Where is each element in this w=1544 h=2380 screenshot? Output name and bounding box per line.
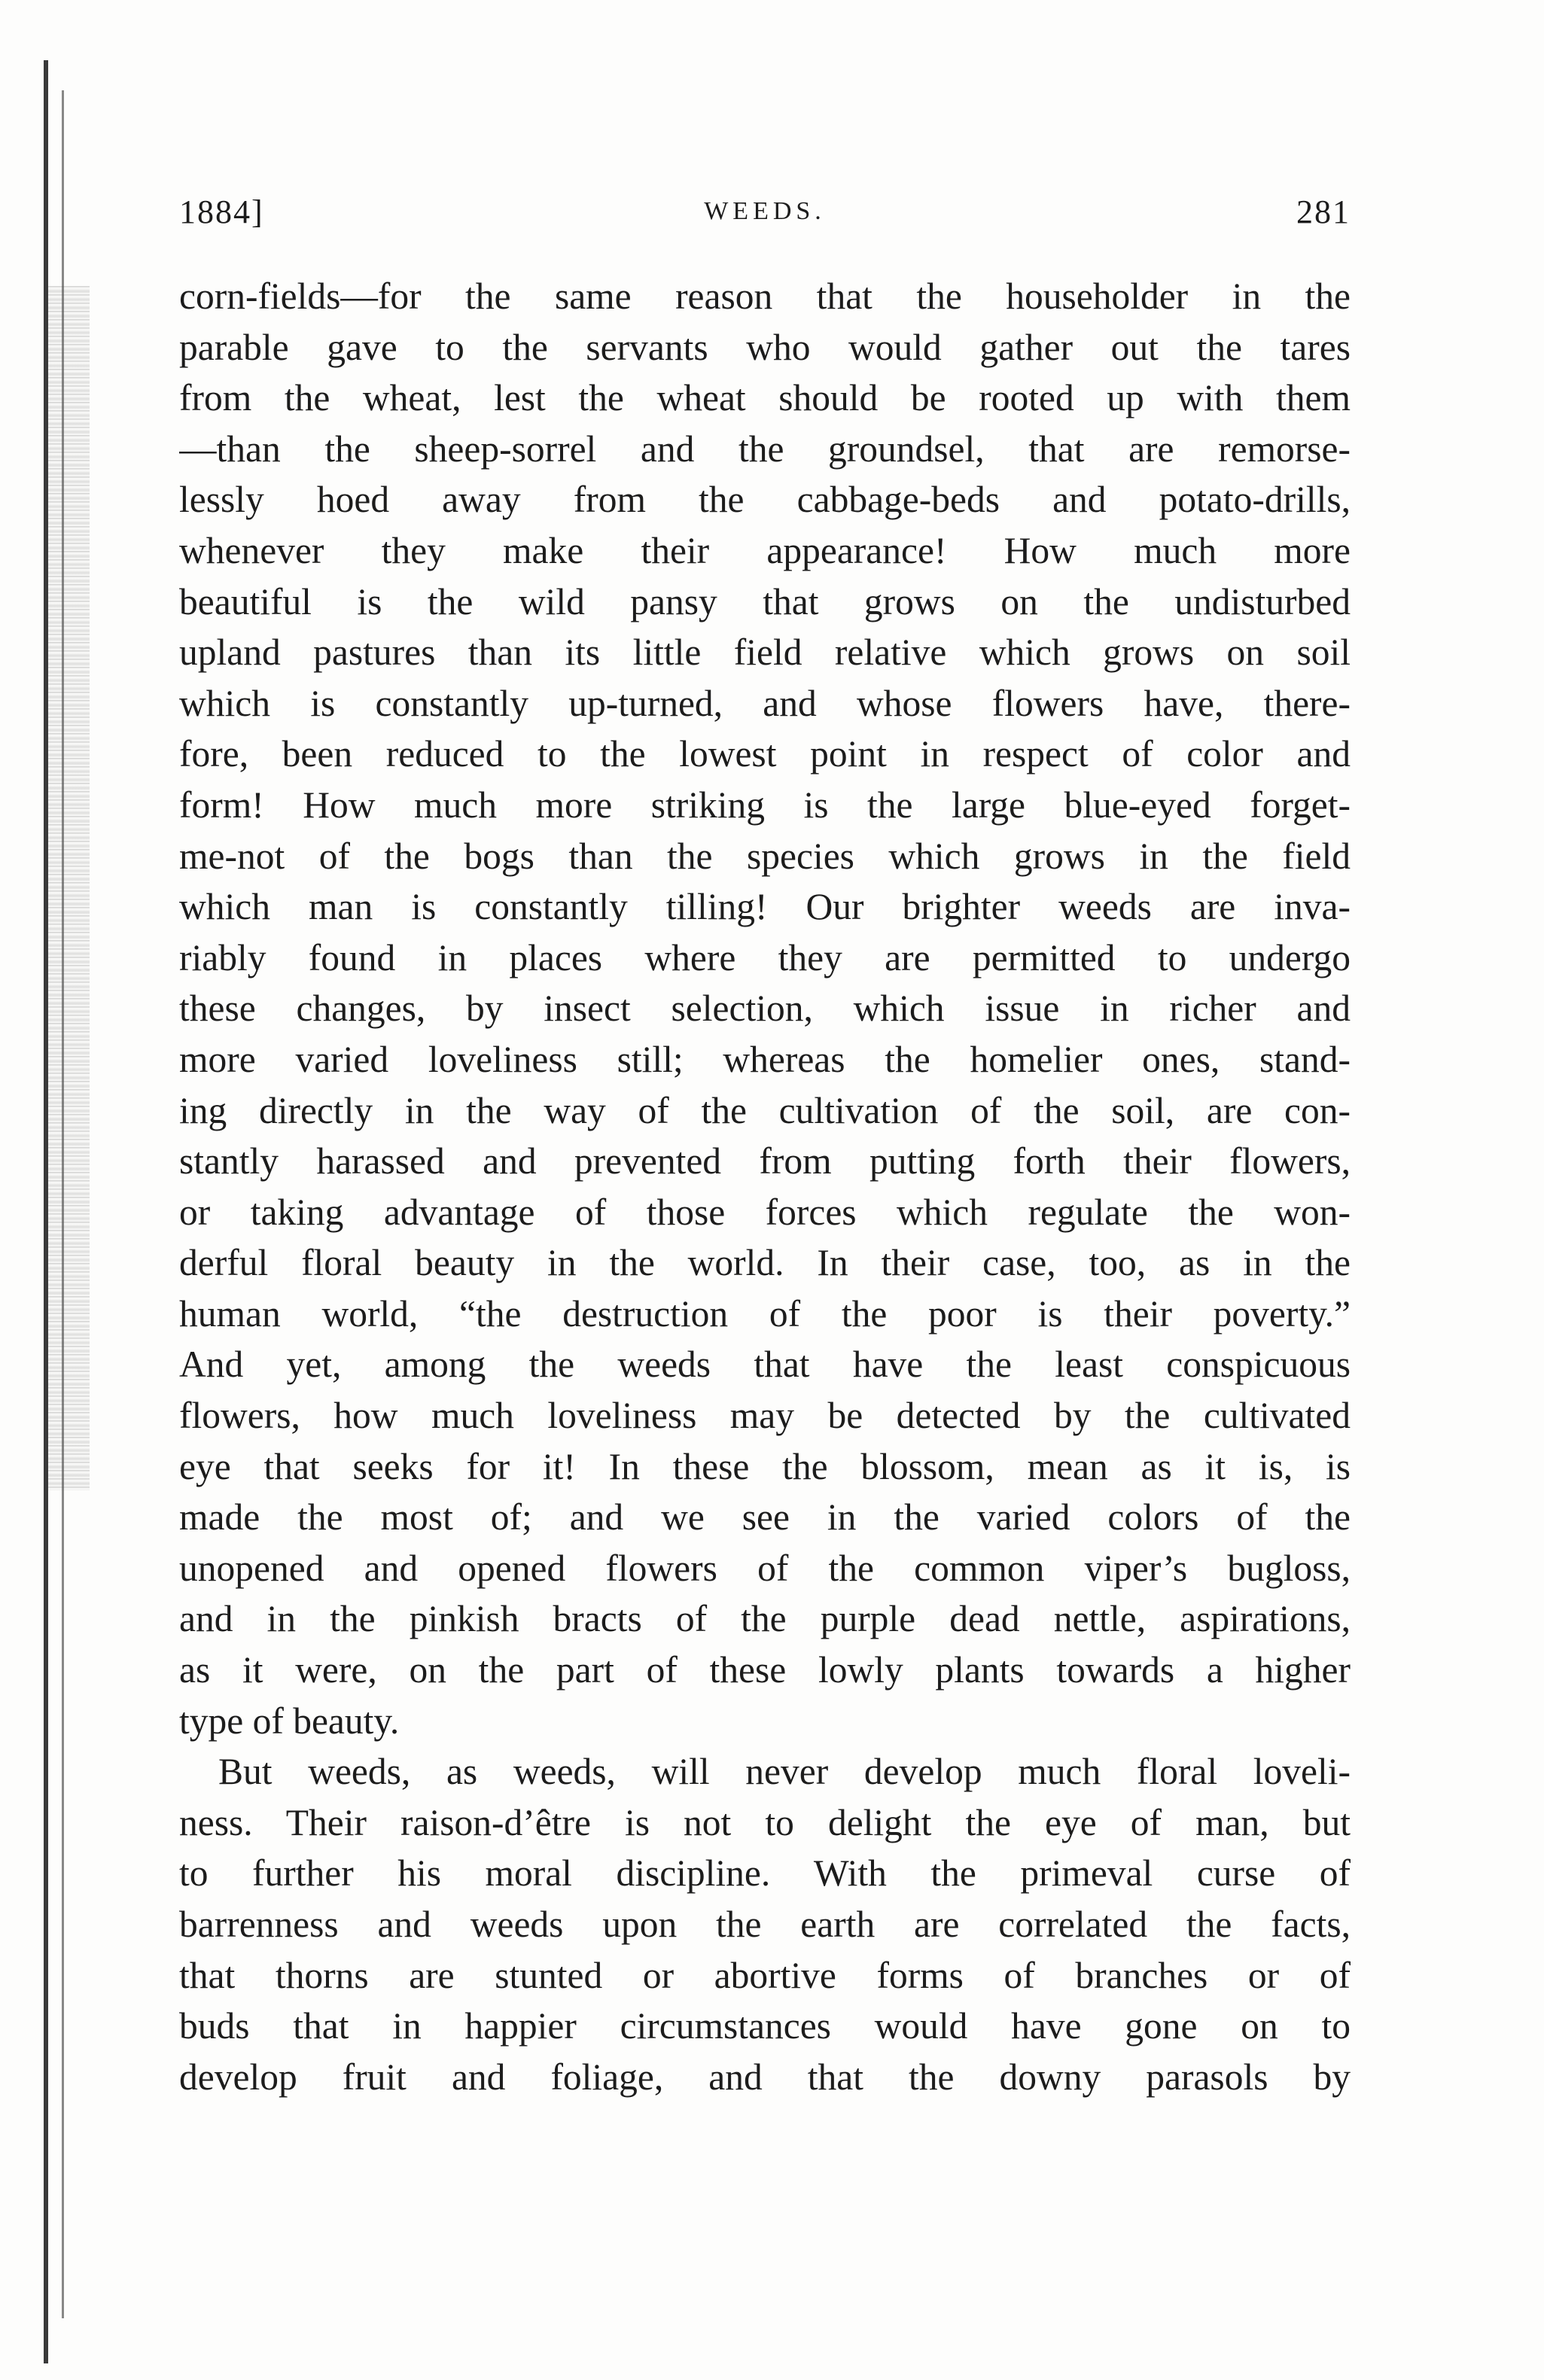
gutter-scan-noise [48, 286, 90, 1490]
text-line: corn-fields—for the same reason that the householder in the [179, 275, 1351, 317]
text-line: that thorns are stunted or abortive forms of branches or of [179, 1954, 1351, 1996]
text-line: me-not of the bogs than the species which grows in the field [179, 835, 1351, 877]
text-line: ness. Their raison-d’être is not to delight the eye of man, but [179, 1801, 1351, 1843]
text-line: as it were, on the part of these lowly plants towards a higher [179, 1649, 1351, 1691]
text-line: lessly hoed away from the cabbage-beds and potato-drills, [179, 479, 1351, 521]
text-line: parable gave to the servants who would gather out the tares [179, 326, 1351, 368]
text-line: fore, been reduced to the lowest point in respect of color and [179, 733, 1351, 775]
text-line: or taking advantage of those forces which regulate the won- [179, 1191, 1351, 1233]
text-line: stantly harassed and prevented from putting forth their flowers, [179, 1140, 1351, 1182]
text-line: riably found in places where they are permitted to undergo [179, 936, 1351, 978]
text-line: flowers, how much loveliness may be detected by the cultivated [179, 1395, 1351, 1437]
text-line: from the wheat, lest the wheat should be rooted up with them [179, 377, 1351, 419]
text-line: And yet, among the weeds that have the least conspicuous [179, 1344, 1351, 1386]
text-line: and in the pinkish bracts of the purple dead nettle, aspirations, [179, 1598, 1351, 1640]
text-line: barrenness and weeds upon the earth are correlated the facts, [179, 1904, 1351, 1945]
text-line: these changes, by insect selection, which issue in richer and [179, 988, 1351, 1030]
text-line-paragraph-start: But weeds, as weeds, will never develop much floral loveli- [218, 1751, 1351, 1793]
text-line: unopened and opened flowers of the common viper’s bugloss, [179, 1547, 1351, 1589]
text-line: human world, “the destruction of the poor is their poverty.” [179, 1292, 1351, 1335]
text-line: made the most of; and we see in the varied colors of the [179, 1496, 1351, 1538]
text-line: eye that seeks for it! In these the blossom, mean as it is, is [179, 1445, 1351, 1487]
running-header [179, 193, 1351, 238]
text-line: ing directly in the way of the cultivation of the soil, are con- [179, 1089, 1351, 1131]
text-line: to further his moral discipline. With the primeval curse of [179, 1852, 1351, 1895]
header-year: 1884] [179, 193, 264, 230]
text-line: beautiful is the wild pansy that grows on the undisturbed [179, 580, 1351, 622]
text-line: which is constantly up-turned, and whose flowers have, there- [179, 682, 1351, 724]
text-line: which man is constantly tilling! Our brighter weeds are inva- [179, 886, 1351, 928]
text-line: form! How much more striking is the large blue-eyed forget- [179, 784, 1351, 826]
text-line: upland pastures than its little field relative which grows on soil [179, 632, 1351, 674]
page-number: 281 [1296, 193, 1351, 230]
text-line: develop fruit and foliage, and that the downy parasols by [179, 2056, 1351, 2098]
text-line: buds that in happier circumstances would have gone on to [179, 2005, 1351, 2047]
body-text [179, 271, 1351, 2102]
text-line: more varied loveliness still; whereas the homelier ones, stand- [179, 1038, 1351, 1080]
text-line-paragraph-end: type of beauty. [179, 1700, 400, 1742]
text-line: derful floral beauty in the world. In their case, too, as in the [179, 1242, 1351, 1284]
header-title: WEEDS. [704, 197, 826, 225]
text-line: whenever they make their appearance! How much more [179, 529, 1351, 571]
text-line: —than the sheep-sorrel and the groundsel, that are remorse- [179, 428, 1351, 470]
